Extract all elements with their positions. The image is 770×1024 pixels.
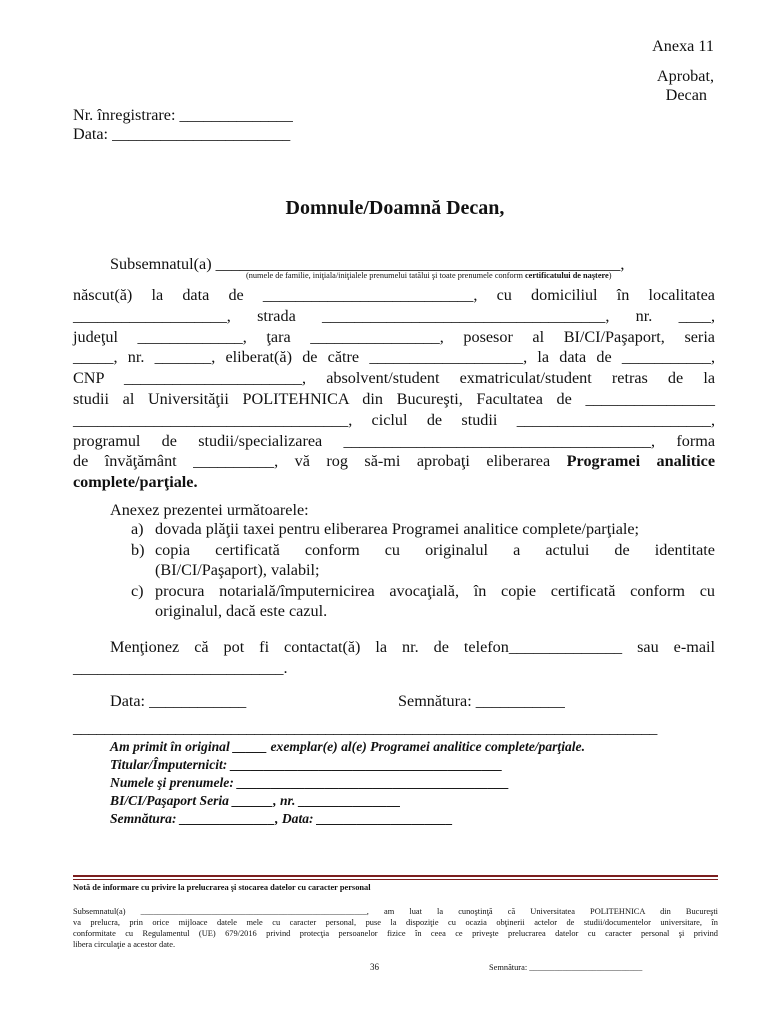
annexes-intro: Anexez prezentei următoarele:	[110, 501, 309, 519]
footer-rule-thick	[73, 875, 718, 877]
footer-signature-field[interactable]: Semnătura: ___________________________	[489, 963, 643, 972]
contact-email-line[interactable]: __________________________.	[73, 658, 288, 677]
dean-label: Decan	[665, 86, 707, 104]
registration-date-field[interactable]: Data: ______________________	[73, 125, 291, 143]
receipt-line-signature[interactable]: Semnătura: ______________, Data: ____________________	[110, 811, 453, 826]
receipt-line-id[interactable]: BI/CI/Paşaport Seria ______, nr. _______________	[110, 793, 401, 808]
annexes-list	[73, 519, 715, 622]
annex-item-b: b) copia certificată conform cu originalul a actului de identitate (BI/CI/Paşaport), valabil;	[131, 540, 715, 579]
privacy-note-line-2: va prelucra, prin orice mijloace datele mele cu caracter personal, puse la dispoziţie cu ocazia obţinerii actelor de studii/documentelor universitare, în	[73, 918, 718, 927]
receipt-line-original[interactable]: Am primit în original _____ exemplar(e) al(e) Programei analitice complete/parţiale.	[110, 739, 585, 754]
body-line-final: complete/parţiale.	[73, 473, 198, 492]
privacy-note-line-1[interactable]: Subsemnatul(a) ______________________________________________________, am luat la cunoştinţă că Universitatea POLITEHNICA din Bucureşti	[73, 907, 718, 916]
receipt-line-name[interactable]: Numele şi prenumele: ________________________________________	[110, 775, 510, 790]
body-line-cycle[interactable]: __________________________________, ciclul de studii ________________________,	[73, 410, 715, 429]
body-line-faculty[interactable]: studii al Universităţii POLITEHNICA din Bucureşti, Facultatea de ________________	[73, 389, 715, 408]
body-line-street[interactable]: ___________________, strada ___________________________________, nr. ____,	[73, 306, 715, 325]
annex-item-a: a) dovada plăţii taxei pentru eliberarea Programei analitice complete/parţiale;	[131, 520, 640, 538]
request-body	[73, 285, 715, 493]
receipt-line-holder[interactable]: Titular/Împuternicit: ________________________________________	[110, 757, 503, 772]
body-line-form[interactable]: de învăţământ __________, vă rog să-mi aprobaţi eliberarea Programei analitice	[73, 452, 716, 471]
section-separator: __________________________________________________________________________	[73, 719, 658, 737]
approved-label: Aprobat,	[656, 67, 714, 85]
body-line-program[interactable]: programul de studii/specializarea ______________________________________, forma	[73, 431, 715, 450]
privacy-note-line-4: libera circulaţie a acestor date.	[73, 940, 176, 949]
registration-field[interactable]: Nr. înregistrare: ______________	[73, 106, 293, 124]
body-line-cnp[interactable]: CNP ______________________, absolvent/student exmatriculat/student retras de la	[73, 369, 715, 388]
footer-rule-thin	[73, 879, 718, 880]
body-line-birth[interactable]: născut(ă) la data de __________________________, cu domiciliul în localitatea	[73, 286, 715, 304]
body-line-id[interactable]: _____, nr. _______, eliberat(ă) de către ___________________, la data de ___________,	[73, 348, 715, 367]
date-field[interactable]: Data: ____________	[110, 692, 247, 710]
contact-phone-line[interactable]: Menţionez că pot fi contactat(ă) la nr. de telefon______________ sau e-mail	[110, 638, 715, 656]
signature-field[interactable]: Semnătura: ___________	[398, 692, 565, 710]
privacy-note-line-3: conformitate cu Regulamentul (UE) 679/2016 privind protecţia persoanelor fizice în ceea ce priveşte prelucrarea datelor cu caracter personal şi privind	[73, 929, 718, 938]
page-number: 36	[370, 962, 379, 972]
salutation-title: Domnule/Doamnă Decan,	[285, 197, 505, 219]
name-line[interactable]: Subsemnatul(a) __________________________________________________,	[110, 255, 625, 273]
privacy-note-body	[73, 906, 718, 950]
privacy-note-title: Notă de informare cu privire la prelucrarea şi stocarea datelor cu caracter personal	[73, 883, 371, 892]
name-note: (numele de familie, iniţiala/iniţialele prenumelui tatălui şi toate prenumele conform certificatului de naştere)	[246, 271, 612, 280]
body-line-county[interactable]: judeţul _____________, ţara ________________, posesor al BI/CI/Paşaport, seria	[73, 327, 715, 346]
annex-item-c: c) procura notarială/împuternicirea avocaţială, în copie certificată conform cu originalul, dacă este cazul.	[131, 581, 715, 620]
annex-label: Anexa 11	[652, 37, 714, 55]
contact-paragraph	[73, 637, 715, 679]
